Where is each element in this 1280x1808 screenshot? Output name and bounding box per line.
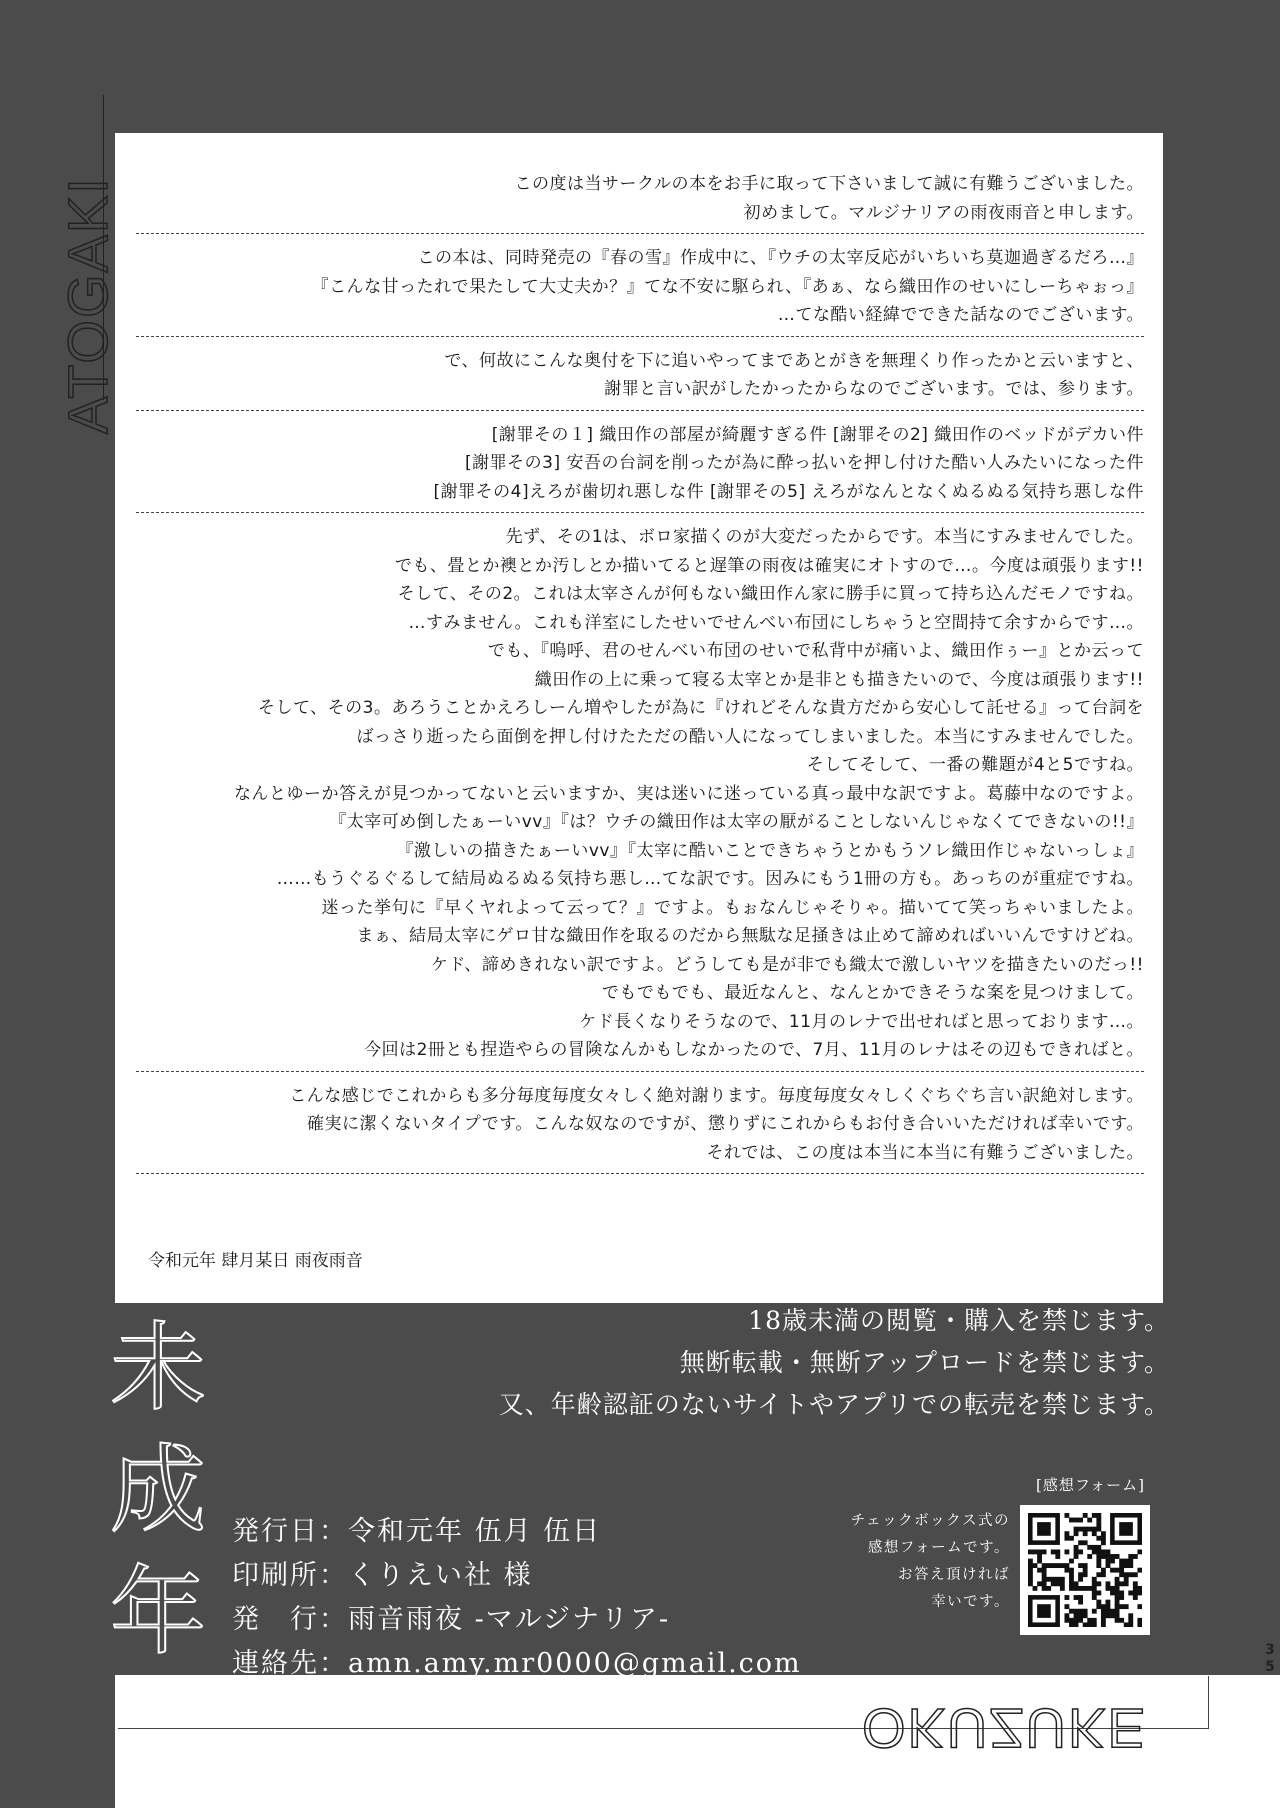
qr-code-graphic	[1028, 1513, 1142, 1627]
afterword-line: 迷った挙句に『早くヤれよって云って？』ですよ。もぉなんじゃそりゃ。描いてて笑っちゃいましたよ。	[321, 897, 1144, 918]
afterword-line: この本は、同時発売の『春の雪』作成中に、『ウチの太宰反応がいちいち莫迦過ぎるだろ…』	[417, 248, 1144, 268]
notice-line: 無断転載・無断アップロードを禁じます。	[679, 1348, 1170, 1377]
afterword-paragraph	[136, 523, 1144, 1065]
afterword-line: なんとゆーか答えが見つかってないと云いますか、実は迷いに迷っている真っ最中な訳ですよ。葛藤中なのですよ。	[234, 783, 1144, 804]
form-desc-line: 幸いです。	[931, 1594, 1010, 1610]
afterword-line: ばっさり逝ったら面倒を押し付けたただの酷い人になってしまいました。本当にすみませんでした。	[356, 726, 1144, 747]
afterword-paragraph	[136, 421, 1144, 507]
afterword-line: そして、その3。あろうことかえろしーん増やしたが為に『けれどそんな貴方だから安心して託せる』って台詞を	[258, 698, 1144, 718]
form-desc-line: 感想フォームです。	[867, 1540, 1010, 1556]
prohibition-notices	[499, 1300, 1170, 1426]
okuzuke-title: OKUZUKE	[862, 1697, 1147, 1760]
afterword-paragraph	[136, 1082, 1144, 1168]
afterword-line: 『こんな甘ったれで果たして大丈夫か？』てな不安に駆られ、『あぁ、なら織田作のせいにしーちゃぉっ』	[311, 276, 1144, 297]
afterword-line: [謝罪その4]えろが歯切れ悪しな件 [謝罪その5] えろがなんとなくぬるぬる気持ち悪しな件	[433, 481, 1144, 502]
afterword-line: それでは、この度は本当に本当に有難うございました。	[706, 1142, 1144, 1163]
dashed-separator	[136, 1071, 1144, 1072]
afterword-line: ……もうぐるぐるして結局ぬるぬる気持ち悪し…てな訳です。因みにもう1冊の方も。あっちのが重症ですね。	[276, 869, 1144, 889]
afterword-paragraph	[136, 170, 1144, 227]
afterword-line: [謝罪その3] 安吾の台詞を削ったが為に酔っ払いを押し付けた酷い人みたいになった件	[465, 453, 1144, 473]
dashed-separator	[136, 1173, 1144, 1174]
afterword-line: [謝罪その１] 織田作の部屋が綺麗すぎる件 [謝罪その2] 織田作のベッドがデカい件	[491, 424, 1144, 445]
afterword-line: 謝罪と言い訳がしたかったからなのでございます。では、参ります。	[604, 379, 1144, 399]
dashed-separator	[136, 233, 1144, 234]
afterword-date: 令和元年 肆月某日 雨夜雨音	[148, 1251, 363, 1271]
feedback-form-description	[830, 1508, 1010, 1616]
afterword-line: ケド、諦めきれない訳ですよ。どうしても是が非でも織太で激しいヤツを描きたいのだっ!!	[430, 954, 1144, 975]
afterword-line: こんな感じでこれからも多分毎度毎度女々しく絶対謝ります。毎度毎度女々しくぐちぐち言い訳絶対します。	[289, 1085, 1144, 1106]
page-number	[1262, 1642, 1278, 1676]
afterword-line: 今回は2冊とも捏造やらの冒険なんかもしなかったので、7月、11月のレナはその辺もできればと。	[364, 1040, 1144, 1060]
afterword-line: そして、その2。これは太宰さんが何もない織田作ん家に勝手に買って持ち込んだモノですね。	[397, 584, 1144, 604]
afterword-line: でも、畳とか襖とか汚しとか描いてると遅筆の雨夜は確実にオトすので…。今度は頑張ります!!	[394, 555, 1144, 576]
afterword-line: まぁ、結局太宰にゲロ甘な織田作を取るのだから無駄な足掻きは止めて諦めればいいんですけどね。	[356, 926, 1144, 946]
colophon	[232, 1510, 802, 1686]
afterword-line: 『激しいの描きたぁーいvv』『太宰に酷いことできちゃうとかもうソレ織田作じゃないっしょ』	[396, 840, 1144, 861]
afterword-line: 織田作の上に乗って寝る太宰とか是非とも描きたいので、今度は頑張ります!!	[534, 669, 1144, 690]
adult-only-mark	[110, 1307, 210, 1673]
notice-line: 又、年齢認証のないサイトやアプリでの転売を禁じます。	[498, 1390, 1170, 1419]
afterword-line: で、何故にこんな奥付を下に追いやってまであとがきを無理くり作ったかと云いますと、	[444, 350, 1144, 371]
qr-code-icon[interactable]	[1020, 1505, 1150, 1635]
adult-mark-char: 成	[110, 1434, 206, 1546]
colophon-publisher: 発 行：雨音雨夜 -マルジナリア-	[232, 1604, 671, 1635]
top-dark-band	[115, 0, 1280, 133]
notice-line: 18歳未満の閲覧・購入を禁じます。	[748, 1306, 1170, 1335]
dashed-separator	[136, 512, 1144, 513]
dashed-separator	[136, 336, 1144, 337]
afterword-line: …すみません。これも洋室にしたせいでせんべい布団にしちゃうと空間持て余すからです…。	[408, 612, 1144, 633]
afterword-line: 初めまして。マルジナリアの雨夜雨音と申します。	[743, 202, 1144, 223]
page-number-digit: 3	[1265, 1642, 1275, 1658]
afterword-line: この度は当サークルの本をお手に取って下さいまして誠に有難うございました。	[514, 174, 1144, 194]
afterword-line: ケド長くなりそうなので、11月のレナで出せればと思っております…。	[579, 1011, 1144, 1032]
dashed-separator	[136, 410, 1144, 411]
colophon-issue-date: 発行日：令和元年 伍月 伍日	[232, 1516, 602, 1547]
colophon-contact: 連絡先：amn.amy.mr0000@gmail.com	[232, 1648, 802, 1679]
afterword-line: 『太宰可め倒したぁーいvv』『は？ウチの織田作は太宰の厭がることしないんじゃなくてできないの!!』	[329, 812, 1144, 832]
afterword-line: でも、『嗚呼、君のせんべい布団のせいで私背中が痛いよ、織田作ぅー』とか云って	[487, 641, 1144, 661]
atogaki-title: ATOGAKI	[56, 176, 119, 434]
afterword-line: …てな酷い経緯でできた話なのでございます。	[777, 305, 1144, 325]
form-desc-line: チェックボックス式の	[850, 1513, 1010, 1529]
adult-mark-char: 年	[110, 1556, 206, 1668]
colophon-printer: 印刷所：くりえい社 様	[232, 1560, 533, 1591]
page-number-digit: 5	[1265, 1659, 1275, 1675]
afterword-line: 先ず、その1は、ボロ家描くのが大変だったからです。本当にすみませんでした。	[505, 527, 1144, 547]
afterword-line: そしてそして、一番の難題が4と5ですね。	[806, 755, 1144, 775]
afterword-line: 確実に潔くないタイプです。こんな奴なのですが、懲りずにこれからもお付き合いいただければ幸いです。	[307, 1114, 1144, 1134]
right-dark-band	[1163, 133, 1280, 1303]
feedback-form-label: [感想フォーム]	[1036, 1476, 1145, 1494]
afterword-paragraph	[136, 347, 1144, 404]
afterword-paragraph	[136, 244, 1144, 330]
adult-mark-char: 未	[110, 1312, 206, 1424]
afterword-line: でもでもでも、最近なんと、なんとかできそうな案を見つけまして。	[601, 983, 1144, 1003]
bottom-left-dark-band	[0, 1675, 115, 1808]
form-desc-line: お答え頂ければ	[898, 1567, 1010, 1583]
afterword-body	[136, 170, 1144, 1184]
